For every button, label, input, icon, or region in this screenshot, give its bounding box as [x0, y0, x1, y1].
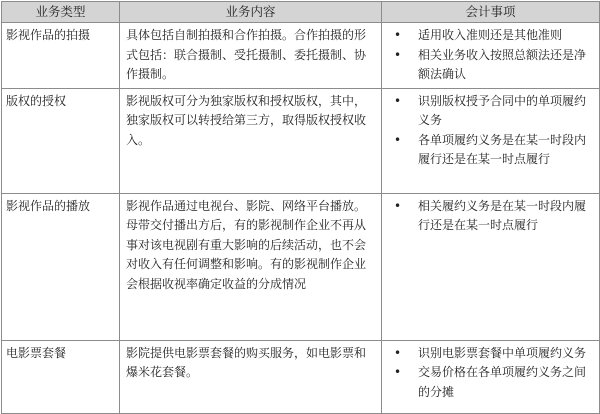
business-content-cell [120, 193, 382, 340]
content-paragraph: 影视版权可分为独家版权和授权版权，其中，独家版权可以转授给第三方，取得版权授权收入。 [126, 93, 367, 147]
content-paragraph: 影院提供电影票套餐的购买服务，如电影票和爆米花套餐。 [126, 345, 367, 379]
accounting-list [388, 26, 595, 85]
list-item: • 识别版权授予合同中的单项履约义务 [388, 92, 595, 131]
list-item: • 适用收入准则还是其他准则 [388, 26, 595, 46]
list-item: • 交易价格在各单项履约义务之间的分摊 [388, 363, 595, 402]
business-type-cell: 版权的授权 [2, 88, 120, 193]
accounting-list [388, 344, 595, 403]
accounting-items-cell [382, 88, 600, 193]
business-content-cell [120, 88, 382, 193]
table-row [2, 193, 600, 340]
table [1, 1, 600, 414]
table-row [2, 88, 600, 193]
table-row [2, 23, 600, 89]
business-accounting-table [0, 1, 600, 408]
content-paragraph: 母带交付播出方后，有的影视制作企业不再从事对该电视剧有重大影响的后续活动，也不会对收入有任何调整和影响。有的影视制作企业会根据收视率确定收益的分成情况 [126, 218, 367, 291]
accounting-list [388, 92, 595, 170]
list-item: • 相关履约义务是在某一时段内履行还是在某一时点履行 [388, 197, 595, 236]
content-paragraph: 具体包括自制拍摄和合作拍摄。合作拍摄的形式包括：联合摄制、受托摄制、委托摄制、协作摄制。 [126, 28, 367, 81]
accounting-items-cell [382, 340, 600, 413]
list-item: • 识别电影票套餐中单项履约义务 [388, 344, 595, 364]
list-item: • 相关业务收入按照总额法还是净额法确认 [388, 46, 595, 85]
list-item: • 各单项履约义务是在某一时段内履行还是在某一时点履行 [388, 131, 595, 170]
accounting-list [388, 197, 595, 236]
header-business-content: 业务内容 [120, 2, 382, 23]
business-content-cell [120, 23, 382, 89]
accounting-items-cell [382, 193, 600, 340]
header-accounting-items: 会计事项 [382, 2, 600, 23]
header-row [2, 2, 600, 23]
accounting-items-cell [382, 23, 600, 89]
table-row [2, 340, 600, 413]
content-paragraph: 影视作品通过电视台、影院、网络平台播放。 [126, 198, 367, 213]
business-type-cell: 电影票套餐 [2, 340, 120, 413]
business-type-cell: 影视作品的播放 [2, 193, 120, 340]
business-content-cell [120, 340, 382, 413]
business-type-cell: 影视作品的拍摄 [2, 23, 120, 89]
header-business-type: 业务类型 [2, 2, 120, 23]
